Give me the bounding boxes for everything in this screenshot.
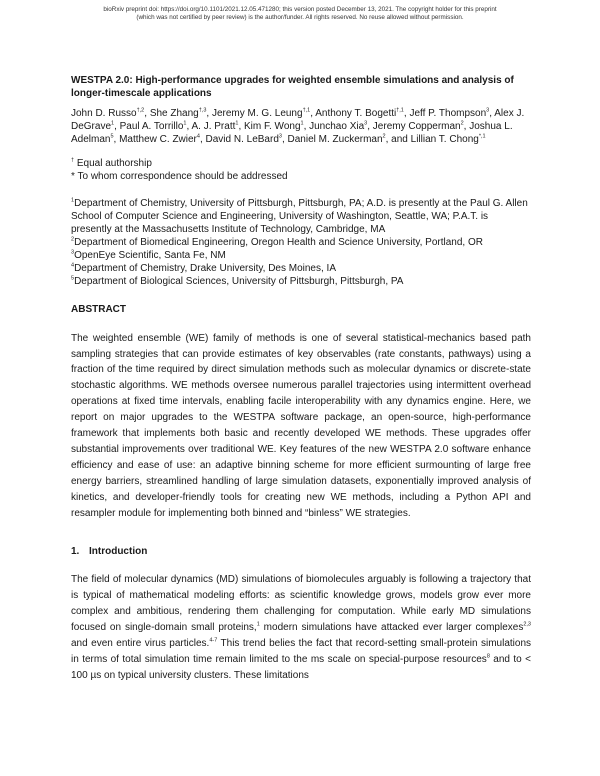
citation: 4-7 [209, 637, 218, 644]
affiliation-sup: 3 [71, 249, 75, 256]
affiliation-3 [71, 249, 531, 262]
author-item [409, 108, 489, 119]
affiliation-5 [71, 275, 531, 288]
author-item [373, 121, 464, 132]
affiliation-4 [71, 262, 531, 275]
author-name: Kim F. Wong [244, 121, 301, 133]
affiliation-text: Department of Chemistry, Drake University, Des Moines, IA [74, 262, 336, 274]
author-affiliation-sup: †,3 [198, 107, 207, 114]
author-affiliation-sup: †,1 [396, 107, 404, 114]
author-name: Jeff P. Thompson [409, 108, 487, 119]
affiliation-text: OpenEye Scientific, Santa Fe, NM [74, 249, 226, 261]
note-equal-authorship [71, 157, 531, 171]
preprint-line-1 [0, 6, 600, 14]
preprint-header [0, 6, 600, 22]
author-affiliation-sup: 1 [235, 120, 239, 127]
affiliation-text: Department of Chemistry, University of Pittsburgh, Pittsburgh, PA; A.D. is presently at the Paul G. Allen School of Computer Science and Engineering, University of Washington, Seattle, WA; P.A.T. is presently at the Massachusetts Institute of Technology, Cambridge, MA [71, 197, 528, 235]
author-affiliation-sup: 1 [183, 120, 187, 127]
author-affiliation-sup: †,1 [302, 107, 311, 114]
intro-text: This trend belies the fact that record-setting small-protein simulations in terms of total simulation time remain limited to the ms scale on special-purpose resources [71, 638, 532, 666]
citation: 8 [486, 653, 490, 660]
author-name: David N. LeBard [205, 134, 279, 146]
author-name: Paul A. Torrillo [119, 121, 184, 133]
author-name: Alex J. DeGrave [71, 108, 525, 133]
citation: 2,3 [523, 621, 531, 628]
author-affiliation-sup: *,1 [478, 134, 486, 141]
affiliation-sup: 2 [71, 236, 75, 243]
preprint-suffix: ; this version posted December 13, 2021. The copyright holder for this preprint [279, 6, 497, 13]
introduction-heading [71, 545, 531, 558]
author-and: and [391, 134, 411, 146]
preprint-line-2: (which was not certified by peer review) is the author/funder. All rights reserved. No reuse allowed without permission. [136, 14, 464, 21]
author-affiliation-sup: 3 [364, 120, 368, 127]
author-item [71, 108, 144, 119]
author-item [315, 108, 404, 119]
author-affiliation-sup: 1 [111, 120, 115, 127]
author-name: A. J. Pratt [191, 121, 236, 133]
affiliations [71, 197, 531, 288]
doi-link[interactable]: https://doi.org/10.1101/2021.12.05.471280 [160, 6, 280, 13]
author-item [288, 134, 386, 145]
affiliation-2 [71, 236, 531, 249]
author-item [411, 134, 486, 145]
author-name: John D. Russo [71, 108, 137, 119]
affiliation-sup: 1 [71, 197, 75, 204]
author-affiliation-sup: 5 [110, 134, 114, 141]
section-number: 1. [71, 546, 80, 558]
author-item [119, 134, 200, 145]
author-notes [71, 157, 531, 184]
intro-text: modern simulations have attacked ever larger complexes [259, 622, 524, 634]
affiliation-text: Department of Biomedical Engineering, Oregon Health and Science University, Portland, OR [74, 236, 483, 248]
author-affiliation-sup: 4 [196, 134, 200, 141]
author-name: She Zhang [149, 108, 199, 119]
author-affiliation-sup: 2 [382, 134, 386, 141]
intro-text: The field of molecular dynamics (MD) simulations of biomolecules arguably is following a trajectory that is typical of mathematical modeling efforts: as scientific knowledge grows, models grow ever more complex and ambitious, rendering them challenging for computation. While early MD simulations focused on single-domain small proteins, [71, 574, 531, 634]
author-name: Anthony T. Bogetti [315, 108, 397, 119]
note-text: * To whom correspondence should be addressed [71, 171, 288, 183]
author-affiliation-sup: †,2 [136, 107, 145, 114]
author-name: Lillian T. Chong [410, 134, 479, 146]
author-affiliation-sup: 3 [278, 134, 282, 141]
author-list: John D. Russo$^{\dagger,2}$, She Zhang$^{\dagger,3}$, Jeremy M. G. Leung$^{\dagger,1}$, Anthony T. Bogetti$^{\dagger,1}$, Jeff P. Thompson$^3$, Alex J. DeGrave$^1$, Paul A. Torrillo$^1$, A. J. Pratt$^1$, Kim F. Wong$^1$, Junchao Xia$^3$, Jeremy Copperman$^2$, Joshua L. Adelman$^5$, Matthew C. Zwier$^4$, David N. LeBard$^3$, Daniel M. Zuckerman$^2$, and Lillian T. Chong$^{*,1}$ [71, 107, 525, 146]
abstract-body: The weighted ensemble (WE) family of methods is one of several statistical-mechanics based path sampling strategies that can provide estimates of key observables (rate constants, pathways) using a fraction of the time required by direct simulation methods such as molecular dynamics or discrete-state stochastic algorithms. WE methods oversee numerous parallel trajectories using intermittent overhead operations at fixed time intervals, enabling facile interoperability with any dynamics engine. Here, we report on major upgrades to the WESTPA software package, an open-source, high-performance framework that implements both basic and recently developed WE methods. These upgrades offer substantial improvements over traditional WE. Key features of the new WESTPA 2.0 software enhance efficiency and ease of use: an adaptive binning scheme for more efficient surmounting of large free energy barriers, streamlined handling of large simulation datasets, exponentially improved analysis of kinetics, and developer-friendly tools for creating new WE methods, including a Python API and resampler module for implementing both binned and “binless” WE strategies. [71, 332, 531, 519]
author-name: Junchao Xia [309, 121, 365, 133]
author-name: Joshua L. Adelman [71, 121, 513, 146]
preprint-prefix: bioRxiv preprint doi: [103, 6, 161, 13]
author-item [309, 121, 367, 132]
author-item [191, 121, 238, 132]
intro-text: and even entire virus particles. [71, 638, 210, 650]
affiliation-text: Department of Biological Sciences, University of Pittsburgh, Pittsburgh, PA [74, 275, 404, 287]
author-item [120, 121, 187, 132]
section-title: Introduction [89, 546, 148, 558]
note-text: Equal authorship [74, 157, 152, 169]
affiliation-sup: 5 [71, 275, 75, 282]
author-item [244, 121, 304, 132]
intro-text: and to < 100 µs on typical university clusters. These limitations [71, 654, 531, 681]
citation: 1 [256, 621, 260, 628]
author-affiliation-sup: 3 [486, 107, 490, 114]
introduction-paragraph [71, 572, 531, 683]
author-name: Matthew C. Zwier [119, 134, 197, 146]
paper-title: WESTPA 2.0: High-performance upgrades for weighted ensemble simulations and analysis of longer-timescale applications [71, 75, 514, 99]
author-item [150, 108, 207, 119]
author-name: Daniel M. Zuckerman [287, 134, 383, 146]
paper-page [71, 74, 531, 684]
note-sup: † [71, 157, 75, 164]
note-correspondence [71, 170, 531, 184]
author-item [212, 108, 310, 119]
author-affiliation-sup: 1 [300, 120, 304, 127]
abstract-heading: ABSTRACT [71, 303, 126, 315]
affiliation-sup: 4 [71, 262, 75, 269]
affiliation-1 [71, 197, 531, 236]
author-item [206, 134, 282, 145]
author-affiliation-sup: 2 [460, 120, 464, 127]
author-name: Jeremy Copperman [372, 121, 461, 133]
author-name: Jeremy M. G. Leung [211, 108, 303, 119]
